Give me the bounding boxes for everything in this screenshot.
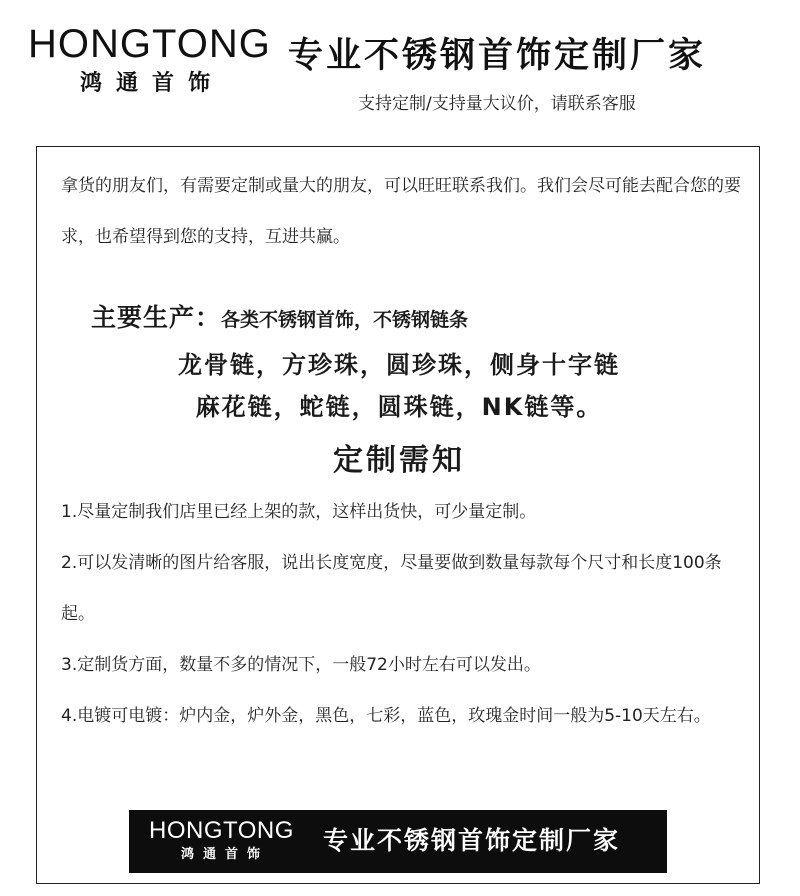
footer-brand-en: HONGTONG (149, 817, 294, 844)
notice-item-3: 3.定制货方面，数量不多的情况下，一般72小时左右可以发出。 (61, 655, 541, 675)
info-panel (36, 146, 760, 884)
product-line-2: 麻花链，蛇链，圆珠链，NK链等。 (195, 393, 603, 421)
notice-title: 定制需知 (333, 443, 465, 478)
product-line-1: 龙骨链，方珍珠，圆珍珠，侧身十字链 (178, 351, 620, 379)
brand-name-en: HONGTONG (28, 22, 271, 66)
footer-banner (129, 810, 667, 873)
header-slogan: 专业不锈钢首饰定制厂家 (288, 36, 707, 76)
notice-item-2: 2.可以发清晰的图片给客服，说出长度宽度，尽量要做到数量每款每个尺寸和长度100条起。 (61, 553, 722, 624)
intro-text: 拿货的朋友们，有需要定制或量大的朋友，可以旺旺联系我们。我们会尽可能去配合您的要求，也希望得到您的支持，互进共赢。 (61, 176, 741, 247)
notice-item-4: 4.电镀可电镀：炉内金，炉外金，黑色，七彩，蓝色，玫瑰金时间一般为5-10天左右。 (61, 706, 711, 726)
notice-list (61, 487, 751, 742)
footer-brand-cn: 鸿通首饰 (181, 847, 270, 862)
main-products-label: 主要生产： (91, 303, 222, 332)
page-header (0, 0, 800, 140)
main-products-value: 各类不锈钢首饰，不锈钢链条 (221, 309, 469, 331)
footer-slogan: 专业不锈钢首饰定制厂家 (323, 826, 621, 855)
header-sub-slogan: 支持定制/支持量大议价，请联系客服 (358, 94, 636, 114)
brand-name-cn: 鸿通首饰 (80, 71, 225, 96)
main-products (91, 295, 731, 344)
notice-item-1: 1.尽量定制我们店里已经上架的款，这样出货快，可少量定制。 (61, 502, 537, 522)
